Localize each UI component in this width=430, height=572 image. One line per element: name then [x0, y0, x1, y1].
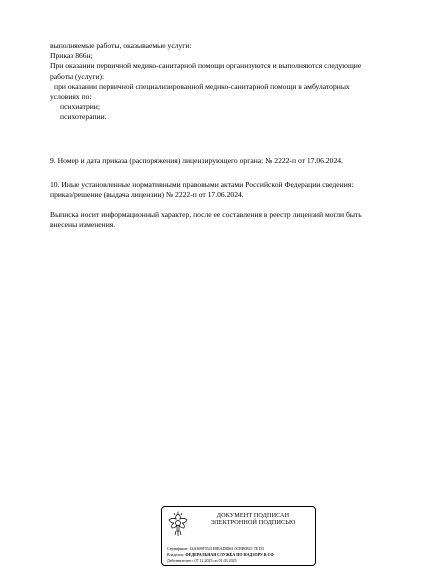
disclaimer-line-2: внесены изменения.	[50, 220, 116, 230]
electronic-signature-stamp	[161, 506, 316, 566]
stamp-title-line-1: ДОКУМЕНТ ПОДПИСАН	[216, 512, 290, 519]
other-info-section	[50, 180, 402, 200]
other-info-line: 10. Иные установленные нормативными правовыми актами Российской Федерации сведения:	[50, 180, 354, 189]
owner-label: Владелец:	[167, 552, 185, 557]
disclaimer-section	[50, 210, 402, 230]
specialized-care-line: при оказании первичной специализированной медико-санитарной помощи в амбулаторных	[54, 81, 350, 91]
order-number-section	[50, 156, 402, 166]
stamp-title-line-2: ЭЛЕКТРОННОЙ ПОДПИСЬЮ	[210, 519, 296, 526]
certificate-value: 44A369F5521E0BAD8861 0CBB0825 7E D3	[189, 546, 264, 551]
certificate-line	[167, 546, 264, 551]
owner-line	[167, 552, 274, 557]
service-item-psychotherapy: психотерапии.	[60, 112, 107, 122]
validity-line: Действителен с 07.12.2023 по 01.03.2025	[167, 558, 237, 563]
order-reference-line: Приказ 866н;	[50, 51, 93, 61]
services-intro-line: выполняемые работы, оказываемые услуги:	[50, 41, 192, 50]
owner-value: ФЕДЕРАЛЬНАЯ СЛУЖБА ПО НАДЗОРУ В СФ	[185, 552, 274, 557]
coat-of-arms-icon	[166, 511, 190, 537]
certificate-label: Сертификат:	[167, 546, 189, 551]
primary-care-line: При оказании первичной медико-санитарной помощи организуются и выполняются следующие	[50, 61, 362, 71]
service-item-psychiatry: психиатрии;	[60, 102, 100, 112]
order-number-line: 9. Номер и дата приказа (распоряжения) лицензирующего органа: № 2222-п от 17.06.2024.	[50, 156, 343, 165]
license-decision-line: приказ/решение (выдача лицензии) № 2222-п от 17.06.2024.	[50, 190, 244, 200]
disclaimer-line-1: Выписка носит информационный характер, после ее составления в реестр лицензий могли быть	[50, 210, 362, 219]
works-services-line: работы (услуги):	[50, 71, 105, 81]
licensed-services-section	[50, 41, 402, 123]
conditions-line: условиях по:	[50, 91, 92, 101]
